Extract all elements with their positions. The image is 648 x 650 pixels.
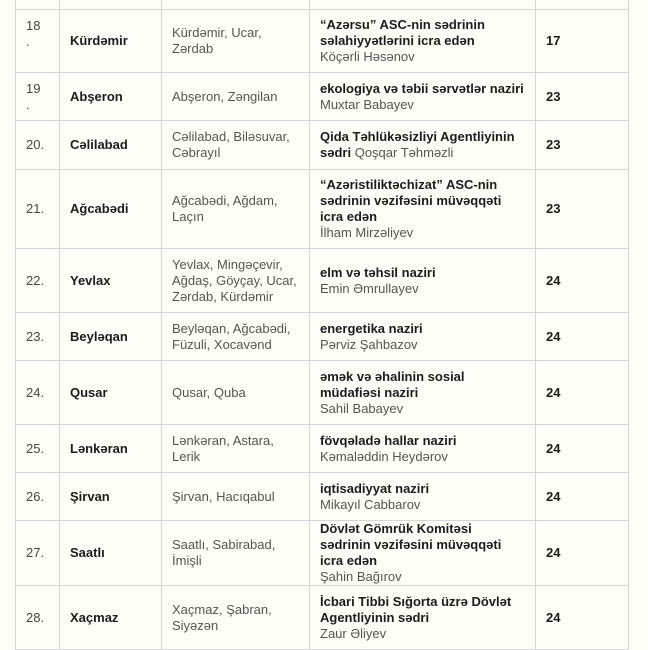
position-role: əmək və əhalinin sosial müdafiəsi naziri [320, 368, 465, 400]
person-name: Muxtar Babayev [320, 96, 414, 112]
score: 24 [536, 521, 629, 586]
row-number: 18 . [16, 10, 60, 73]
score: 17 [536, 10, 629, 73]
regions: Ağcabədi, Ağdam, Laçın [162, 170, 310, 249]
position-role: energetika naziri [320, 320, 423, 336]
row-number: 26. [16, 473, 60, 521]
row-number: 19 . [16, 73, 60, 121]
position-role: ekologiya və təbii sərvətlər naziri [320, 80, 524, 96]
score: 24 [536, 313, 629, 361]
district-name: Şirvan [60, 473, 162, 521]
regions: Lənkəran, Astara, Lerik [162, 425, 310, 473]
table-row [16, 521, 629, 586]
table-row [16, 249, 629, 313]
person-name: Zaur Əliyev [320, 625, 387, 641]
score: 24 [536, 586, 629, 650]
row-number: 21. [16, 170, 60, 249]
table-row [16, 73, 629, 121]
row-number: 28. [16, 586, 60, 650]
score: 24 [536, 361, 629, 425]
row-number: 24. [16, 361, 60, 425]
score: 23 [536, 170, 629, 249]
row-number: 23. [16, 313, 60, 361]
position [310, 521, 536, 586]
district-name: Xaçmaz [60, 586, 162, 650]
score: 23 [536, 121, 629, 170]
table-row [16, 121, 629, 170]
person-name: Şahin Bağırov [320, 569, 402, 584]
position [310, 73, 536, 121]
position [310, 170, 536, 249]
district-name: Yevlax [60, 249, 162, 313]
person-name: Emin Əmrullayev [320, 280, 419, 296]
position [310, 586, 536, 650]
position [310, 121, 536, 170]
person-name: Pərviz Şahbazov [320, 336, 418, 352]
regions: Kürdəmir, Ucar, Zərdab [162, 10, 310, 73]
table-row [16, 586, 629, 650]
district-name: Qusar [60, 361, 162, 425]
person-name: Mikayıl Cabbarov [320, 496, 421, 512]
table-row [16, 10, 629, 73]
regions: Beyləqan, Ağcabədi, Füzuli, Xocavənd [162, 313, 310, 361]
row-number: 20. [16, 121, 60, 170]
person-name: Sahil Babayev [320, 400, 404, 416]
position-role: iqtisadiyyat naziri [320, 480, 430, 496]
position-role: elm və təhsil naziri [320, 264, 436, 280]
table-row [16, 170, 629, 249]
district-name: Saatlı [60, 521, 162, 586]
person-name: İlham Mirzəliyev [320, 225, 414, 240]
position-role: fövqəladə hallar naziri [320, 432, 457, 448]
position [310, 361, 536, 425]
position [310, 473, 536, 521]
districts-table [15, 0, 629, 650]
position [310, 425, 536, 473]
district-name: Abşeron [60, 73, 162, 121]
person-name: Köçərli Həsənov [320, 49, 415, 64]
table-row [16, 425, 629, 473]
position-role: Dövlət Gömrük Komitəsi sədrinin vəzifəsini müvəqqəti icra edən [320, 521, 502, 568]
regions: Abşeron, Zəngilan [162, 73, 310, 121]
score: 24 [536, 473, 629, 521]
position [310, 313, 536, 361]
row-number: 22. [16, 249, 60, 313]
table-row [16, 473, 629, 521]
regions: Yevlax, Mingəçevir, Ağdaş, Göyçay, Ucar, Zərdab, Kürdəmir [162, 249, 310, 313]
table-row [16, 361, 629, 425]
regions: Xaçmaz, Şabran, Siyəzən [162, 586, 310, 650]
district-name: Beyləqan [60, 313, 162, 361]
regions: Qusar, Quba [162, 361, 310, 425]
position-role: Qida Təhlükəsizliyi Agentliyinin sədri [320, 129, 515, 160]
row-number: 27. [16, 521, 60, 586]
district-name: Lənkəran [60, 425, 162, 473]
row-number: 25. [16, 425, 60, 473]
position-role: “Azəristiliktəchizat” ASC-nin sədrinin vəzifəsini müvəqqəti icra edən [320, 177, 502, 224]
person-name: Qoşqar Təhməzli [354, 145, 454, 160]
score: 23 [536, 73, 629, 121]
district-name: Ağcabədi [60, 170, 162, 249]
position-role: “Azərsu” ASC-nin sədrinin səlahiyyətlərini icra edən [320, 17, 485, 48]
district-name: Cəlilabad [60, 121, 162, 170]
regions: Şirvan, Hacıqabul [162, 473, 310, 521]
table-row [16, 313, 629, 361]
position [310, 10, 536, 73]
regions: Cəlilabad, Biləsuvar, Cəbrayıl [162, 121, 310, 170]
score: 24 [536, 249, 629, 313]
district-name: Kürdəmir [60, 10, 162, 73]
regions: Saatlı, Sabirabad, İmişli [162, 521, 310, 586]
score: 24 [536, 425, 629, 473]
position [310, 249, 536, 313]
person-name: Kəmaləddin Heydərov [320, 448, 448, 464]
position-role: İcbari Tibbi Sığorta üzrə Dövlət Agentliyinin sədri [320, 593, 512, 625]
table-row-partial [16, 0, 629, 10]
